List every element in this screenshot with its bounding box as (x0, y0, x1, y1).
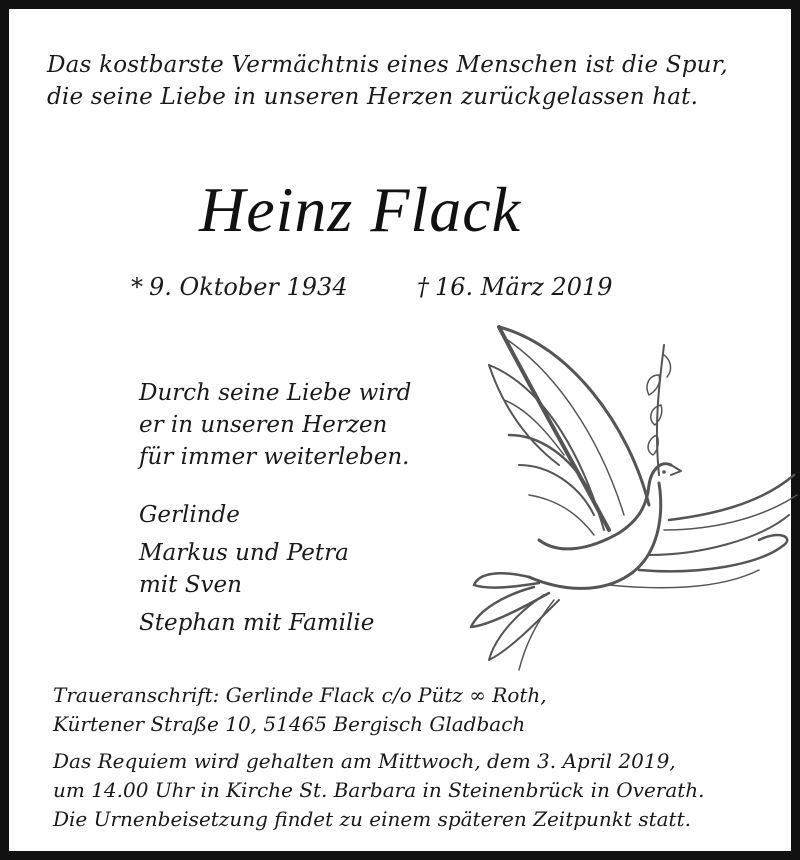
birth-date-text: 9. Oktober 1934 (149, 273, 348, 301)
mourner-1: Gerlinde (139, 502, 240, 528)
motto-line-2: die seine Liebe in unseren Herzen zurückgelassen hat. (47, 84, 699, 110)
verse-line-2: er in unseren Herzen (139, 412, 388, 438)
birth-symbol: * (131, 273, 143, 301)
mourner-2: Markus und Petra (139, 540, 349, 566)
address-line-2: Kürtener Straße 10, 51465 Bergisch Gladbach (53, 712, 526, 736)
address-line-1: Traueranschrift: Gerlinde Flack c/o Pütz ∞ Roth, (53, 683, 547, 707)
requiem-line-2: um 14.00 Uhr in Kirche St. Barbara in Steinenbrück in Overath. (53, 778, 705, 802)
requiem-line-1: Das Requiem wird gehalten am Mittwoch, dem 3. April 2019, (53, 749, 676, 773)
birth-date (131, 271, 348, 303)
mourners-list (139, 499, 374, 639)
mourner-4: Stephan mit Familie (139, 610, 375, 636)
death-date (417, 271, 613, 303)
death-date-text: 16. März 2019 (435, 273, 613, 301)
memorial-verse (139, 377, 411, 473)
death-symbol: † (417, 273, 429, 301)
mourning-address (53, 681, 547, 739)
dove-with-olive-branch-icon (459, 315, 799, 675)
motto-line-1: Das kostbarste Vermächtnis eines Menschen ist die Spur, (47, 52, 728, 78)
deceased-name: Heinz Flack (199, 174, 521, 245)
requiem-info (53, 747, 765, 834)
mourner-3: mit Sven (139, 572, 242, 598)
verse-line-1: Durch seine Liebe wird (139, 380, 412, 406)
requiem-line-3: Die Urnenbeisetzung findet zu einem späteren Zeitpunkt statt. (53, 807, 691, 831)
verse-line-3: für immer weiterleben. (139, 444, 410, 470)
motto (47, 49, 767, 113)
